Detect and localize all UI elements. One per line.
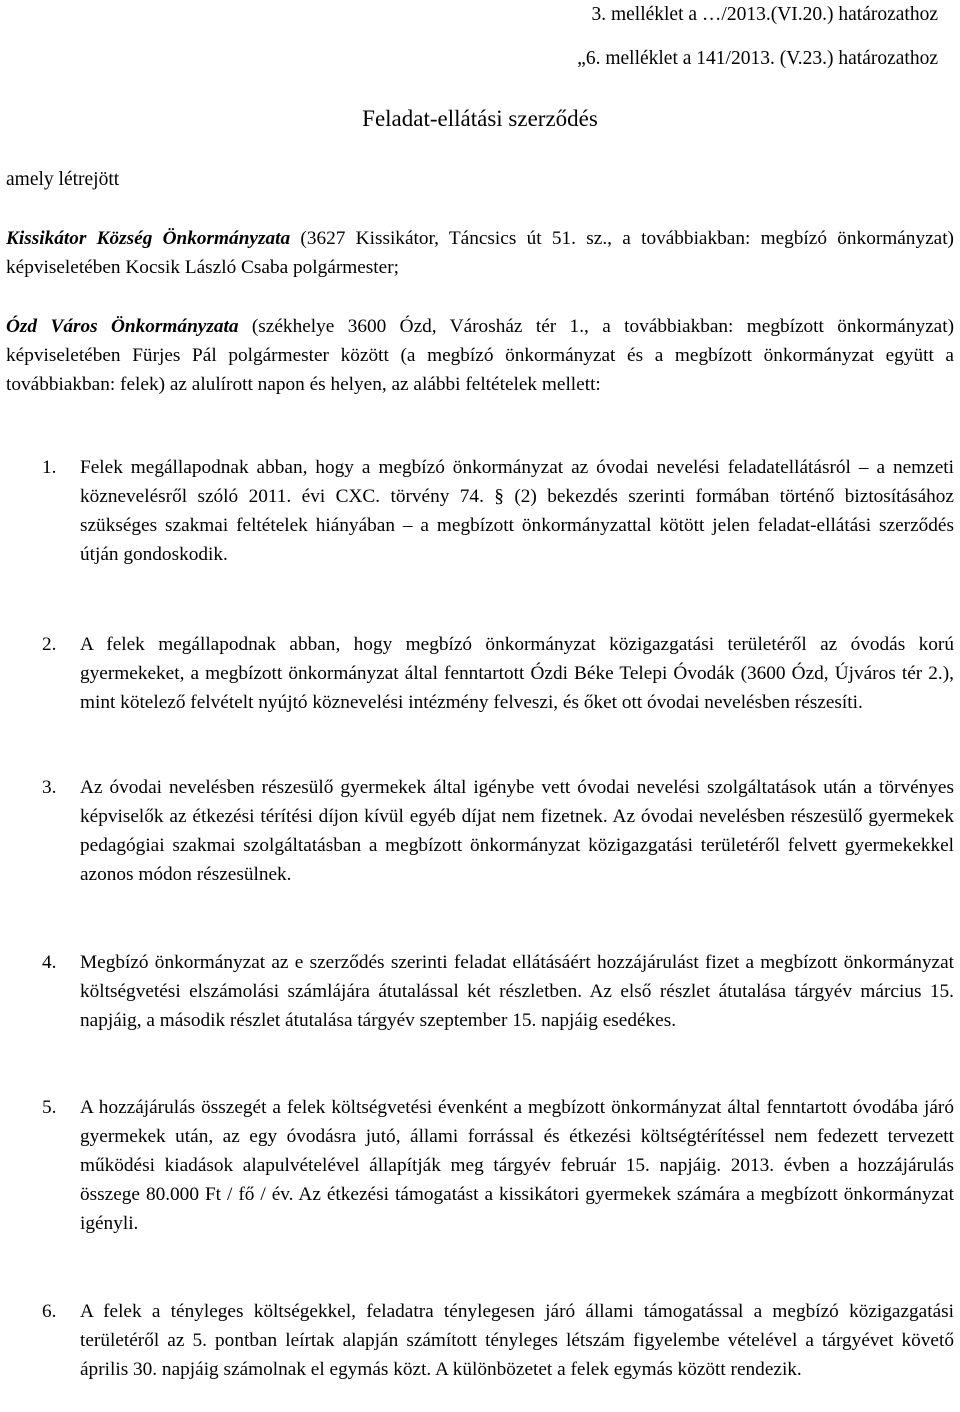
clause-number: 3. — [42, 777, 57, 798]
party-2-details: (székhelye 3600 Ózd, Városház tér 1., a továbbiakban: megbízott önkormányzat) képviseletében Fürjes Pál polgármester között (a megbízó önkormányzat és a megbízott önkormányzat együtt a továbbiakban: felek) az alulírott napon és helyen, az alábbi feltételek mellett: — [6, 316, 954, 395]
party-2-paragraph — [6, 312, 954, 399]
clause-text: Az óvodai nevelésben részesülő gyermekek által igénybe vett óvodai nevelési szolgáltatások után a törvényes képviselők az étkezési térítési díjon kívül egyéb díjat nem fizetnek. Az óvodai nevelésben részesülő gyermekek pedagógiai szakmai szolgáltatásban a megbízott önkormányzat közigazgatási területéről felvett gyermekekkel azonos módon részesülnek. — [80, 777, 954, 885]
clause-text: A felek megállapodnak abban, hogy megbízó önkormányzat közigazgatási területéről az óvodás korú gyermekeket, a megbízott önkormányzat által fenntartott Ózdi Béke Telepi Óvodák (3600 Ózd, Újváros tér 2.), mint kötelező felvételt nyújtó köznevelési intézmény felveszi, és őket ott óvodai nevelésben részesíti. — [80, 634, 954, 713]
clause-text: A felek a tényleges költségekkel, feladatra ténylegesen járó állami támogatással a megbízó közigazgatási területéről az 5. pontban leírtak alapján számított tényleges létszám figyelembe vételével a tárgyévet követő április 30. napjáig számolnak el egymás közt. A különbözetet a felek egymás között rendezik. — [80, 1301, 954, 1380]
clause-text: A hozzájárulás összegét a felek költségvetési évenként a megbízott önkormányzat által fenntartott óvodába járó gyermekek után, az egy óvodásra jutó, állami forrással és étkezési költségtérítéssel nem fedezett tervezett működési kiadások alapulvételével állapítják meg tárgyév február 15. napjáig. 2013. évben a hozzájárulás összege 80.000 Ft / fő / év. Az étkezési támogatást a kissikátori gyermekek számára a megbízott önkormányzat igényli. — [80, 1097, 954, 1234]
clause-number: 6. — [42, 1301, 57, 1322]
clause-text: Felek megállapodnak abban, hogy a megbízó önkormányzat az óvodai nevelési feladatellátásról – a nemzeti köznevelésről szóló 2011. évi CXC. törvény 74. § (2) bekezdés szerinti formában történő biztosításához szükséges szakmai feltételek hiányában – a megbízott önkormányzattal kötött jelen feladat-ellátási szerződés útján gondoskodik. — [80, 457, 954, 565]
party-1-paragraph — [6, 224, 954, 282]
clause-text: Megbízó önkormányzat az e szerződés szerinti feladat ellátásáért hozzájárulást fizet a megbízott önkormányzat költségvetési elszámolási számlájára átutalással két részletben. Az első részlet átutalása tárgyév március 15. napjáig, a második részlet átutalása tárgyév szeptember 15. napjáig esedékes. — [80, 952, 954, 1031]
document-title — [0, 104, 960, 134]
party-1-name: Kissikátor Község Önkormányzata — [6, 228, 291, 249]
clause-number: 5. — [42, 1097, 57, 1118]
clause-number: 2. — [42, 634, 57, 655]
party-1-details: (3627 Kissikátor, Táncsics út 51. sz., a továbbiakban: megbízó önkormányzat) képviseletében Kocsik László Csaba polgármester; — [6, 228, 954, 278]
annex-reference-line-2: „6. melléklet a 141/2013. (V.23.) határozathoz — [577, 48, 938, 69]
clause-number: 1. — [42, 457, 57, 478]
clause-number: 4. — [42, 952, 57, 973]
party-2-name: Ózd Város Önkormányzata — [6, 316, 239, 337]
document-title-text: Feladat-ellátási szerződés — [362, 106, 598, 131]
annex-reference-line-1: 3. melléklet a …/2013.(VI.20.) határozathoz — [591, 4, 938, 25]
intro-text: amely létrejött — [6, 169, 120, 190]
